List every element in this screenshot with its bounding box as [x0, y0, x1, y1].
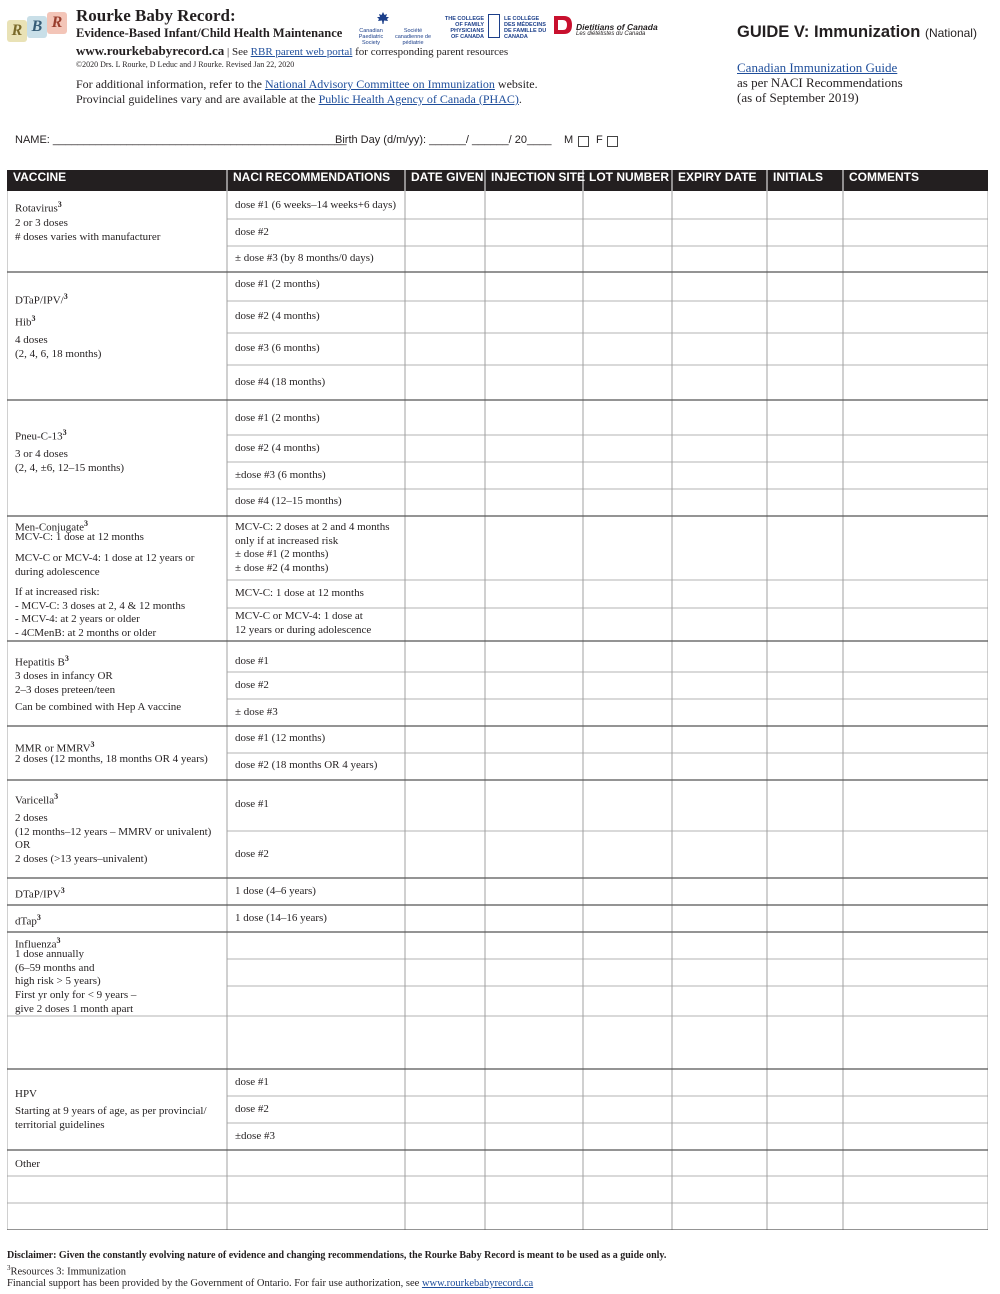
- vaccine-dtap-adolescent: [15, 911, 230, 929]
- vaccine-note: - MCV-C: 3 doses at 2, 4 & 12 months: [15, 600, 186, 612]
- vaccine-note: MCV-C: 1 dose at 12 months: [15, 531, 144, 543]
- immunization-guide-link[interactable]: Canadian Immunization Guide: [737, 60, 898, 75]
- dose-label: dose #4 (18 months): [235, 376, 326, 388]
- website-url: www.rourkebabyrecord.ca: [76, 43, 225, 58]
- logo-block-r: R: [7, 20, 27, 42]
- vaccine-dtap-ipv-booster: [15, 884, 230, 902]
- info-line-naci: [76, 77, 538, 92]
- footnote-marker: 3: [64, 654, 69, 663]
- info-line-phac: [76, 92, 522, 107]
- vaccine-note: (2, 4, 6, 18 months): [15, 348, 102, 360]
- dose-label: dose #1: [235, 798, 269, 810]
- guide-scope: (National): [924, 26, 977, 40]
- vaccine-name: DTaP/IPV: [15, 888, 61, 901]
- record-title: Rourke Baby Record:: [76, 6, 236, 25]
- vaccine-name: DTaP/IPV/: [15, 294, 64, 307]
- vaccine-name: dTap: [15, 915, 37, 928]
- col-header-expiry-date: EXPIRY DATE: [678, 170, 757, 184]
- guide-title: [737, 23, 977, 42]
- vaccine-note: OR: [15, 839, 31, 851]
- guide-date: (as of September 2019): [737, 90, 859, 105]
- dietitians-name-en: Dietitians of Canada: [576, 22, 658, 32]
- vaccine-note: 3 doses in infancy OR: [15, 670, 113, 682]
- phac-link[interactable]: Public Health Agency of Canada (PHAC): [318, 92, 519, 106]
- vaccine-note: 2 doses (12 months, 18 months OR 4 years): [15, 753, 208, 765]
- dose-label: 1 dose (14–16 years): [235, 912, 327, 924]
- vaccine-hepatitis-b: [15, 652, 230, 670]
- vaccine-note: If at increased risk:: [15, 586, 100, 598]
- website-line: www.rourkebabyrecord.ca | See RBR parent web portal for corresponding parent resources: [76, 43, 509, 58]
- vaccine-name: Hepatitis B: [15, 656, 65, 669]
- dietitians-name-fr: Les diététistes du Canada: [576, 31, 646, 37]
- footnote-marker: 3: [7, 1264, 11, 1272]
- vaccine-note: MCV-C or MCV-4: 1 dose at 12 years or: [15, 552, 195, 564]
- disclaimer: Disclaimer: Given the constantly evolving nature of evidence and changing recommendations, the Rourke Baby Record is meant to be used as a guide only.: [7, 1250, 667, 1261]
- col-header-lot-number: LOT NUMBER: [589, 170, 669, 184]
- dose-label: ±dose #3 (6 months): [235, 469, 326, 481]
- rbr-website-link[interactable]: www.rourkebabyrecord.ca: [421, 1278, 534, 1289]
- vaccine-note: (2, 4, ±6, 12–15 months): [15, 462, 125, 474]
- dose-label: ± dose #3: [235, 706, 278, 718]
- col-header-injection-site: INJECTION SITE: [491, 170, 586, 184]
- guide-title-text: GUIDE V: Immunization: [737, 23, 921, 41]
- dose-label: ± dose #2 (4 months): [235, 562, 329, 574]
- female-checkbox[interactable]: [607, 136, 618, 147]
- logo-block-r2: R: [47, 12, 67, 34]
- vaccine-name: Rotavirus: [15, 202, 58, 215]
- footnote-marker: 3: [54, 792, 59, 801]
- guide-recommendation: as per NACI Recommendations: [737, 75, 903, 90]
- vaccine-note: high risk > 5 years): [15, 975, 101, 987]
- footnote-marker: 3: [90, 740, 95, 749]
- dose-label: dose #2: [235, 1103, 269, 1115]
- immunization-table: [7, 170, 988, 1230]
- dietitians-mark-icon: [552, 14, 574, 36]
- info-text: For additional information, refer to the: [76, 77, 262, 91]
- dose-label: dose #1 (12 months): [235, 732, 326, 744]
- dose-label: dose #2 (18 months OR 4 years): [235, 759, 378, 771]
- birthday-field[interactable]: Birth Day (d/m/yy): ______/ ______/ 20____: [335, 134, 552, 146]
- rbr-logo: [7, 8, 69, 44]
- footnote-marker: 3: [36, 913, 41, 922]
- dose-label: dose #4 (12–15 months): [235, 495, 342, 507]
- dose-label: dose #2: [235, 679, 269, 691]
- dose-label: dose #2 (4 months): [235, 310, 320, 322]
- parent-portal-link[interactable]: RBR parent web portal: [250, 46, 353, 58]
- info-text: website.: [497, 77, 538, 91]
- vaccine-note: give 2 doses 1 month apart: [15, 1003, 134, 1015]
- dose-label: dose #2: [235, 848, 269, 860]
- vaccine-name: Influenza: [15, 938, 57, 951]
- dose-label: dose #1 (6 weeks–14 weeks+6 days): [235, 199, 397, 211]
- vaccine-note: 2–3 doses preteen/teen: [15, 684, 116, 696]
- dose-label: dose #2: [235, 226, 269, 238]
- info-text: Provincial guidelines vary and are available at the: [76, 92, 316, 106]
- cps-name-fr: Société canadienne de pédiatrie: [394, 28, 432, 46]
- vaccine-name: Pneu-C-13: [15, 430, 63, 443]
- vaccine-varicella: [15, 790, 230, 808]
- funding-text: Financial support has been provided by the Government of Ontario. For fair use authorization, see: [7, 1278, 420, 1289]
- dose-label: dose #2 (4 months): [235, 442, 320, 454]
- footnote-marker: 3: [60, 886, 65, 895]
- vaccine-hib: [15, 312, 230, 330]
- record-subtitle: Evidence-Based Infant/Child Health Maintenance: [76, 26, 343, 40]
- funding-note: [7, 1278, 533, 1289]
- dose-label: dose #1: [235, 1076, 269, 1088]
- portal-suffix: for corresponding parent resources: [355, 46, 509, 58]
- vaccine-note: 2 or 3 doses: [15, 217, 68, 229]
- vaccine-name: MMR or MMRV: [15, 742, 91, 755]
- resources-text: Resources 3: Immunization: [10, 1266, 126, 1278]
- logo-block-b: B: [27, 16, 47, 38]
- vaccine-pneu-c-13: [15, 426, 230, 444]
- footnote-marker: 3: [57, 200, 62, 209]
- female-label: F: [596, 134, 603, 146]
- vaccine-dtap-ipv-hib: [15, 290, 230, 308]
- vaccine-note: territorial guidelines: [15, 1119, 105, 1131]
- footnote-marker: 3: [62, 428, 67, 437]
- cfpc-name-fr: LE COLLÈGE DES MÉDECINS DE FAMILLE DU CANADA: [504, 16, 547, 40]
- dose-label: only if at increased risk: [235, 535, 339, 547]
- vaccine-note: 3 or 4 doses: [15, 448, 68, 460]
- maple-leaf-icon: [376, 12, 390, 24]
- info-text: .: [518, 92, 522, 106]
- vaccine-note: # doses varies with manufacturer: [15, 231, 161, 243]
- vaccine-note: 4 doses: [15, 334, 48, 346]
- col-header-vaccine: VACCINE: [13, 170, 67, 184]
- dose-label: 1 dose (4–6 years): [235, 885, 316, 897]
- col-header-comments: COMMENTS: [849, 170, 919, 184]
- resources-note: [7, 1264, 126, 1278]
- col-header-date-given: DATE GIVEN: [411, 170, 484, 184]
- organization-logos: [352, 12, 658, 46]
- vaccine-note: Starting at 9 years of age, as per provincial/: [15, 1105, 207, 1117]
- shield-icon: [488, 14, 500, 38]
- col-header-naci: NACI RECOMMENDATIONS: [233, 170, 391, 184]
- footnote-marker: 3: [63, 292, 68, 301]
- vaccine-note: during adolescence: [15, 566, 100, 578]
- vaccine-note: (12 months–12 years – MMRV or univalent): [15, 826, 212, 838]
- vaccine-note: 2 doses: [15, 812, 48, 824]
- name-field[interactable]: NAME: ________________________________________________: [15, 134, 347, 146]
- vaccine-note: (6–59 months and: [15, 962, 95, 974]
- vaccine-other: Other: [15, 1158, 41, 1170]
- dose-label: MCV-C or MCV-4: 1 dose at: [235, 610, 363, 622]
- vaccine-note: 1 dose annually: [15, 948, 85, 960]
- dose-label: dose #3 (6 months): [235, 342, 320, 354]
- dose-label: MCV-C: 2 doses at 2 and 4 months: [235, 521, 390, 533]
- footnote-marker: 3: [84, 519, 89, 528]
- male-label: M: [564, 134, 574, 146]
- cps-name-en: Canadian Paediatric Society: [358, 28, 384, 46]
- vaccine-rotavirus: [15, 198, 230, 216]
- copyright: ©2020 Drs. L Rourke, D Leduc and J Rourke. Revised Jan 22, 2020: [76, 60, 295, 69]
- vaccine-name: Men-Conjugate: [15, 521, 85, 534]
- dose-label: 12 years or during adolescence: [235, 624, 372, 636]
- vaccine-note: - MCV-4: at 2 years or older: [15, 613, 140, 625]
- see-text: See: [232, 46, 248, 58]
- footnote-marker: 3: [31, 314, 36, 323]
- vaccine-note: 2 doses (>13 years–univalent): [15, 853, 148, 865]
- dose-label: dose #1 (2 months): [235, 278, 320, 290]
- vaccine-name: Hib: [15, 316, 32, 329]
- vaccine-note: - 4CMenB: at 2 months or older: [15, 627, 157, 639]
- cfpc-name-en: THE COLLEGE OF FAMILY PHYSICIANS OF CANADA: [444, 16, 484, 40]
- dose-label: ± dose #1 (2 months): [235, 548, 329, 560]
- dose-label: dose #1 (2 months): [235, 412, 320, 424]
- male-checkbox[interactable]: [578, 136, 589, 147]
- dose-label: ±dose #3: [235, 1130, 275, 1142]
- vaccine-note: Can be combined with Hep A vaccine: [15, 701, 182, 713]
- dose-label: ± dose #3 (by 8 months/0 days): [235, 252, 374, 264]
- vaccine-note: First yr only for < 9 years –: [15, 989, 137, 1001]
- vaccine-name: Varicella: [15, 794, 55, 807]
- footnote-marker: 3: [56, 936, 61, 945]
- dose-label: dose #1: [235, 655, 269, 667]
- col-header-initials: INITIALS: [773, 170, 823, 184]
- vaccine-hpv: HPV: [15, 1088, 38, 1100]
- dose-label: MCV-C: 1 dose at 12 months: [235, 587, 364, 599]
- naci-link[interactable]: National Advisory Committee on Immunization: [264, 77, 495, 91]
